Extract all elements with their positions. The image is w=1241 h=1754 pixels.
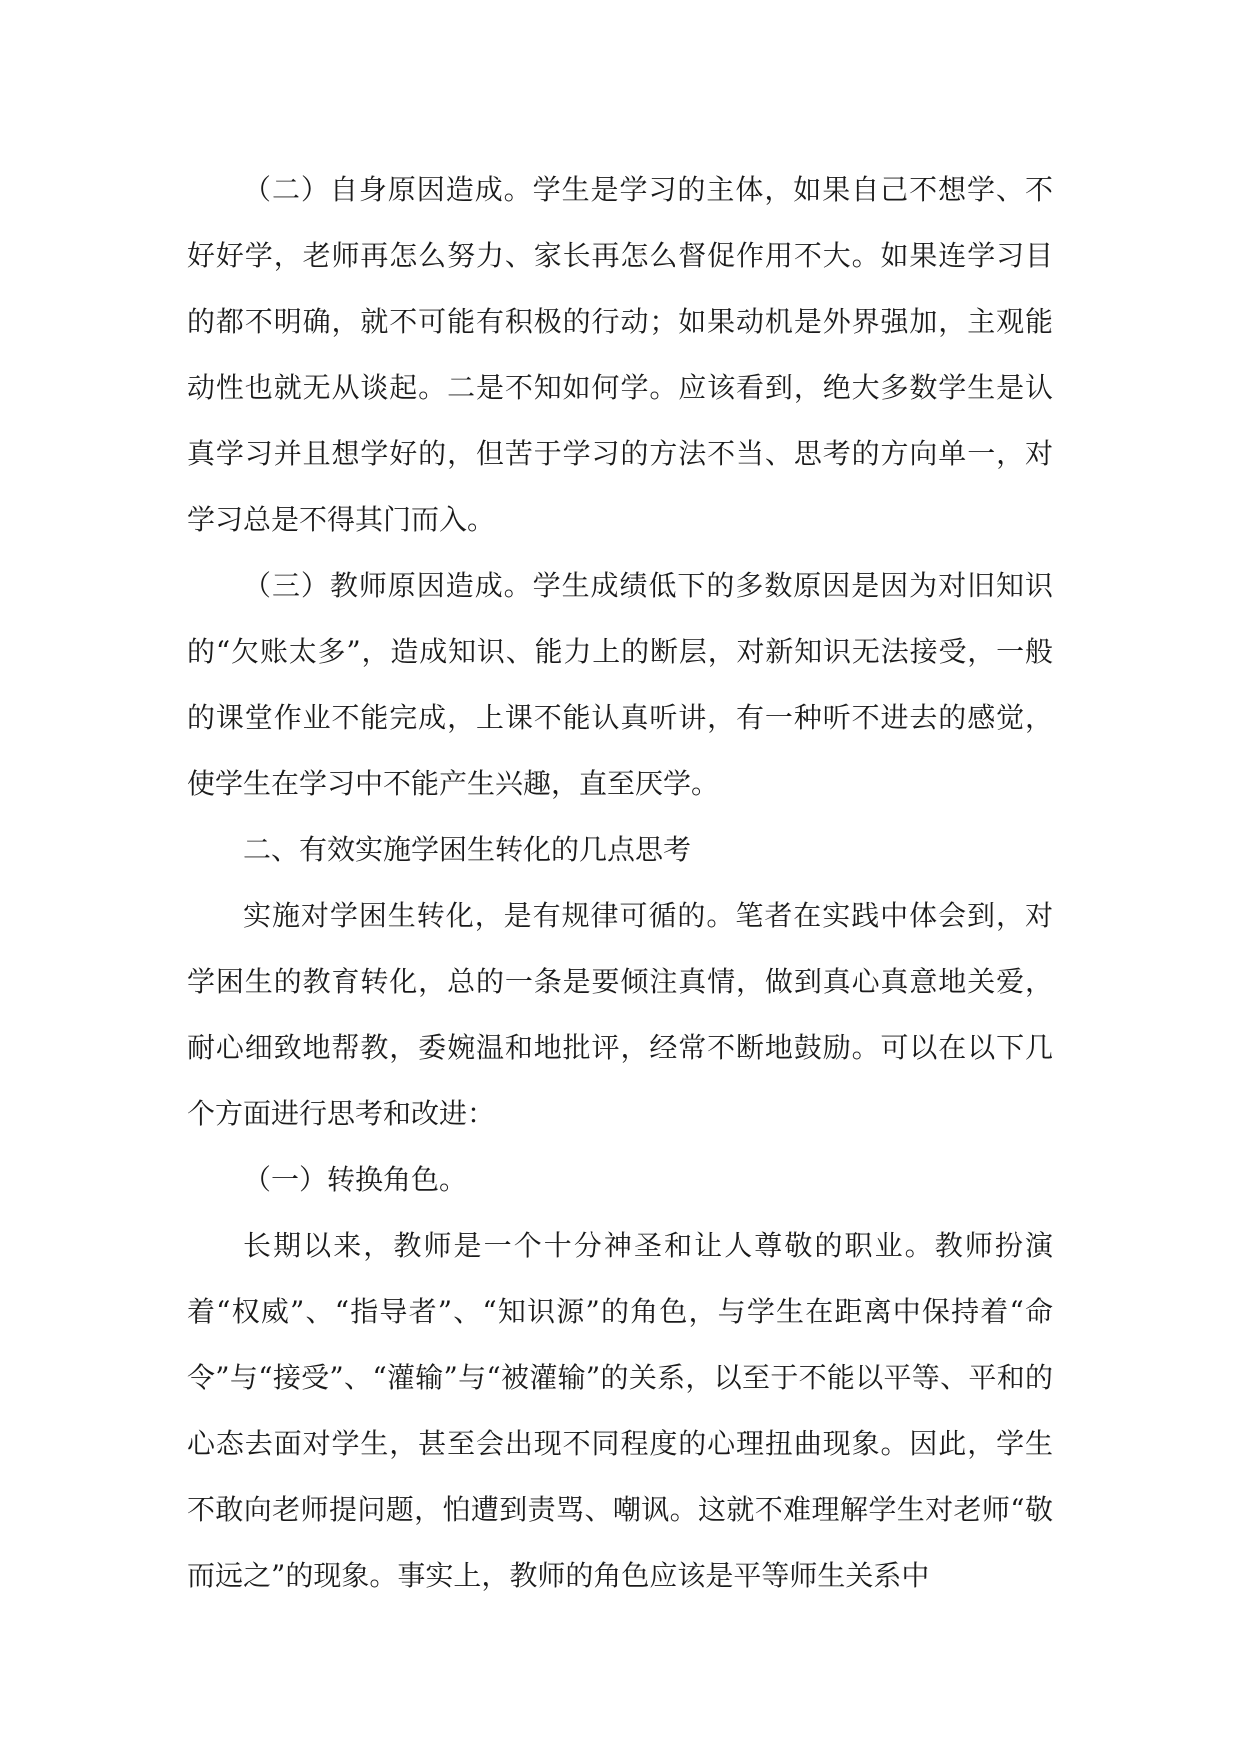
section-heading-two: 二、有效实施学困生转化的几点思考 <box>243 833 692 866</box>
para-self-reasons: （二）自身原因造成。学生是学习的主体，如果自己不想学、不好好学，老师再怎么努力、家长再怎么督促作用不大。如果连学习目的都不明确，就不可能有积极的行动；如果动机是外界强加，主观能动性也就无从谈起。二是不知如何学。应该看到，绝大多数学生是认真学习并且想学好的，但苦于学习的方法不当、思考的方向单一，对学习总是不得其门而入。 <box>187 173 1053 536</box>
para-teacher-role: 长期以来，教师是一个十分神圣和让人尊敬的职业。教师扮演着“权威”、“指导者”、“知识源”的角色，与学生在距离中保持着“命令”与“接受”、“灌输”与“被灌输”的关系，以至于不能以平等、平和的心态去面对学生，甚至会出现不同程度的心理扭曲现象。因此，学生不敢向老师提问题，怕遭到责骂、嘲讽。这就不难理解学生对老师“敬而远之”的现象。事实上，教师的角色应该是平等师生关系中 <box>187 1229 1053 1592</box>
para-implementation: 实施对学困生转化，是有规律可循的。笔者在实践中体会到，对学困生的教育转化，总的一条是要倾注真情，做到真心真意地关爱，耐心细致地帮教，委婉温和地批评，经常不断地鼓励。可以在以下几个方面进行思考和改进： <box>187 899 1053 1130</box>
document-body <box>187 157 1053 1609</box>
subheading-change-role: （一）转换角色。 <box>243 1163 468 1196</box>
para-teacher-reasons: （三）教师原因造成。学生成绩低下的多数原因是因为对旧知识的“欠账太多”，造成知识、能力上的断层，对新知识无法接受，一般的课堂作业不能完成，上课不能认真听讲，有一种听不进去的感觉，使学生在学习中不能产生兴趣，直至厌学。 <box>187 569 1053 800</box>
